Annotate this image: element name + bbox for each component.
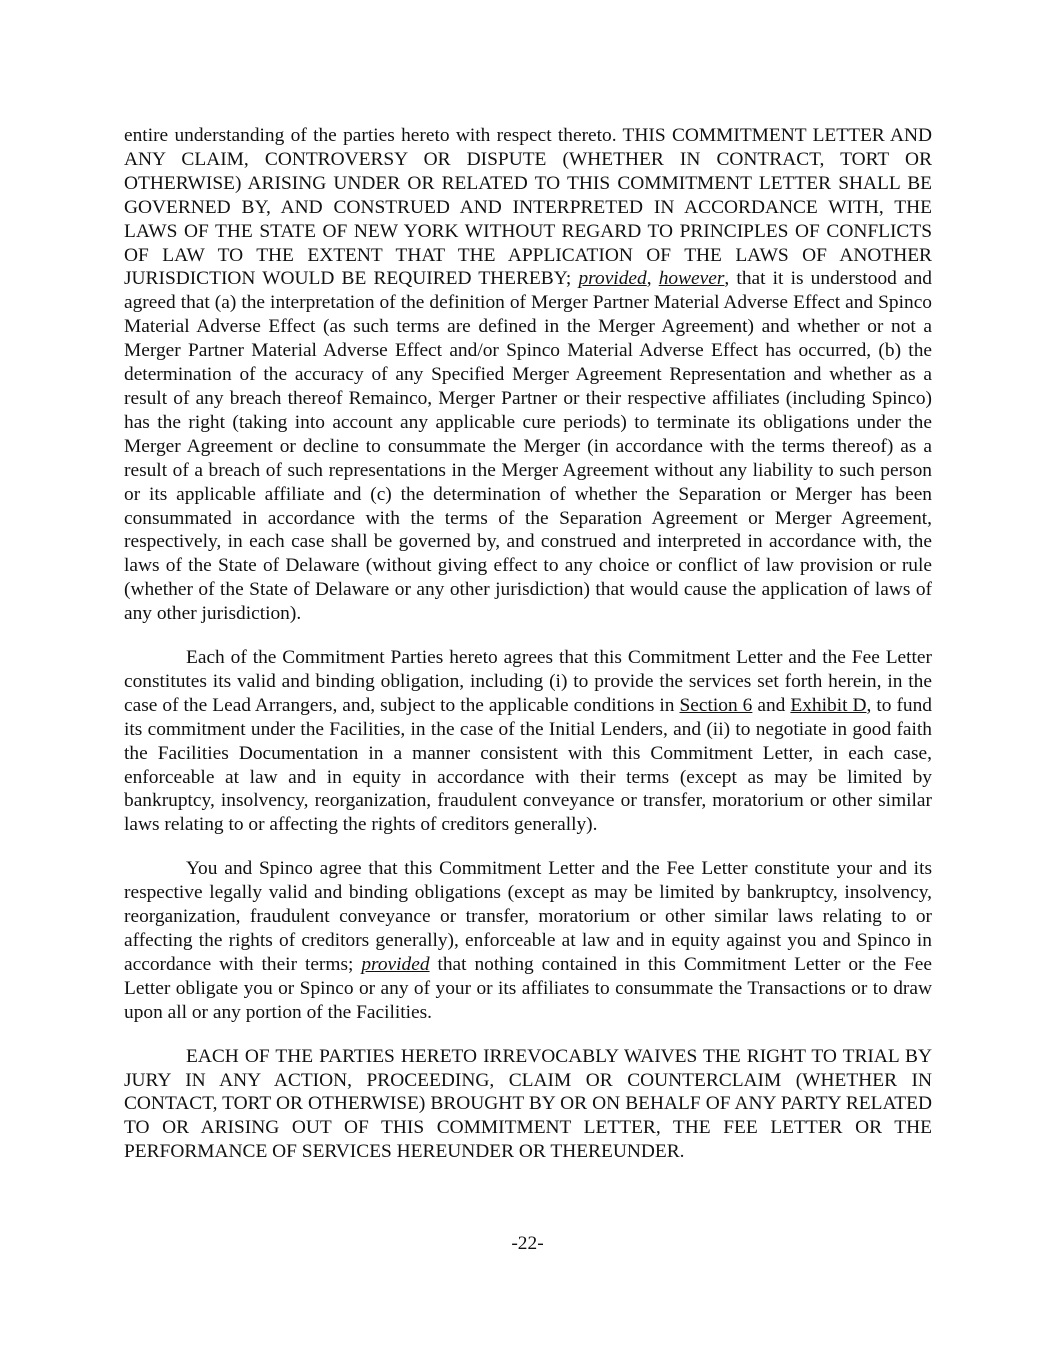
text-run: , that it is understood and agreed that (a) the interpretation of the definition of Merger Partner Material Adverse Effect and Spinco Material Adverse Effect (as such terms are defined in the Merger Agreement) and whether or not a Merger Partner Material Adverse Effect and/or Spinco Material Adverse Effect has occurred, (b) the determination of the accuracy of any Specified Merger Agreement Representation and whether as a result of any breach thereof Remainco, Merger Partner or their respective affiliates (including Spinco) has the right (taking into account any applicable cure periods) to terminate its obligations under the Merger Agreement or decline to consummate the Merger (in accordance with the terms thereof) as a result of a breach of such representations in the Merger Agreement without any liability to such person or its applicable affiliate and (c) the determination of whether the Separation or Merger has been consummated in accordance with the terms of the Separation Agreement or Merger Agreement, respectively, in each case shall be governed by, and construed and interpreted in accordance with, the laws of the State of Delaware (without giving effect to any choice or conflict of law provision or rule (whether of the State of Delaware or any other jurisdiction) that would cause the application of laws of any other jurisdiction).	[124, 268, 932, 625]
text-run: ,	[646, 268, 659, 290]
text-run: Each of the Commitment Parties hereto agrees that this Commitment Letter and the Fee Letter constitutes its valid and binding obligation, including (i) to provide the services set forth herein, in the case of the Lead Arrangers, and, subject to the applicable conditions in	[124, 647, 932, 716]
exhibit-reference: Exhibit D	[790, 694, 867, 716]
paragraph-jury-waiver	[124, 1045, 932, 1165]
provided-term: provided	[578, 268, 647, 290]
page-number: -22-	[511, 1233, 544, 1254]
text-run: You and Spinco agree that this Commitment Letter and the Fee Letter constitute your and its respective legally valid and binding obligations (except as may be limited by bankruptcy, insolvency, reorganization, fraudulent conveyance or transfer, moratorium or other similar laws relating to or affecting the rights of creditors generally), enforceable at law and in equity against you and Spinco in accordance with their terms;	[124, 858, 932, 975]
however-term: however	[658, 268, 725, 290]
text-run: EACH OF THE PARTIES HERETO IRREVOCABLY WAIVES THE RIGHT TO TRIAL BY JURY IN ANY ACTION, PROCEEDING, CLAIM OR COUNTERCLAIM (WHETHER IN CONTACT, TORT OR OTHERWISE) BROUGHT BY OR ON BEHALF OF ANY PARTY RELATED TO OR ARISING OUT OF THIS COMMITMENT LETTER, THE FEE LETTER OR THE PERFORMANCE OF SERVICES HEREUNDER OR THEREUNDER.	[124, 1045, 932, 1163]
provided-term: provided	[361, 953, 430, 975]
document-page	[124, 124, 932, 1184]
paragraph-spinco-agreement	[124, 857, 932, 1024]
paragraph-governing-law	[124, 124, 932, 626]
section-reference: Section 6	[679, 694, 753, 716]
paragraph-commitment-parties	[124, 646, 932, 837]
text-run: that nothing contained in this Commitment Letter or the Fee Letter obligate you or Spinco or any of your or its affiliates to consummate the Transactions or to draw upon all or any portion of the Facilities.	[124, 953, 932, 1023]
text-run: and	[752, 694, 791, 716]
text-run: , to fund its commitment under the Facilities, in the case of the Initial Lenders, and (ii) to negotiate in good faith the Facilities Documentation in a manner consistent with this Commitment Letter, in each case, enforceable at law and in equity in accordance with their terms (except as may be limited by bankruptcy, insolvency, reorganization, fraudulent conveyance or transfer, moratorium or other similar laws relating to or affecting the rights of creditors generally).	[124, 694, 932, 836]
text-run: entire understanding of the parties hereto with respect thereto. THIS COMMITMENT LETTER AND ANY CLAIM, CONTROVERSY OR DISPUTE (WHETHER IN CONTRACT, TORT OR OTHERWISE) ARISING UNDER OR RELATED TO THIS COMMITMENT LETTER SHALL BE GOVERNED BY, AND CONSTRUED AND INTERPRETED IN ACCORDANCE WITH, THE LAWS OF THE STATE OF NEW YORK WITHOUT REGARD TO PRINCIPLES OF CONFLICTS OF LAW TO THE EXTENT THAT THE APPLICATION OF THE LAWS OF ANOTHER JURISDICTION WOULD BE REQUIRED THEREBY;	[124, 125, 932, 290]
